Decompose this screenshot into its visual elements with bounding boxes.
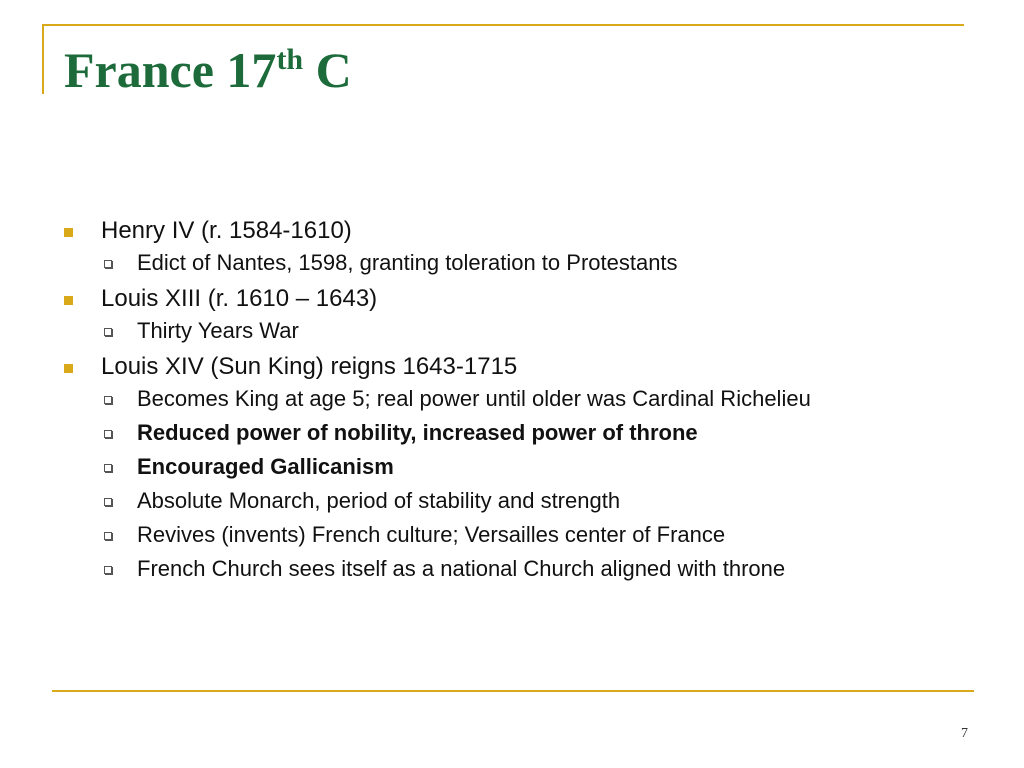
- bullet-text: Henry IV (r. 1584-1610): [101, 217, 352, 244]
- sub-bullet-item: [101, 318, 897, 343]
- top-frame-rule: [42, 24, 964, 26]
- sub-bullet-item: [101, 250, 897, 275]
- sub-bullet-item: [101, 386, 897, 411]
- sub-bullet-item: [101, 420, 897, 445]
- hollow-square-bullet-icon: [104, 328, 112, 336]
- hollow-square-bullet-icon: [104, 260, 112, 268]
- sub-bullet-item: [101, 454, 897, 479]
- bullet-item: [64, 216, 964, 246]
- sub-bullet-text: Edict of Nantes, 1598, granting toleration to Protestants: [137, 250, 678, 275]
- title-suffix: C: [303, 42, 352, 98]
- hollow-square-bullet-icon: [104, 464, 112, 472]
- sub-bullet-text: Reduced power of nobility, increased power of throne: [137, 420, 698, 445]
- hollow-square-bullet-icon: [104, 566, 112, 574]
- left-frame-rule: [42, 24, 44, 94]
- sub-bullet-item: [101, 488, 897, 513]
- hollow-square-bullet-icon: [104, 430, 112, 438]
- sub-bullet-text: Absolute Monarch, period of stability and strength: [137, 488, 621, 513]
- bullet-item: [64, 284, 964, 314]
- title-superscript: th: [276, 43, 304, 76]
- bottom-rule: [52, 690, 974, 692]
- sub-bullet-text: French Church sees itself as a national Church aligned with throne: [137, 556, 786, 581]
- hollow-square-bullet-icon: [104, 498, 112, 506]
- square-bullet-icon: [64, 296, 73, 305]
- sub-bullet-text: Thirty Years War: [137, 318, 299, 343]
- sub-bullet-text: Becomes King at age 5; real power until older was Cardinal Richelieu: [137, 386, 811, 411]
- bullet-text: Louis XIV (Sun King) reigns 1643-1715: [101, 353, 518, 380]
- bullet-item: [64, 352, 964, 382]
- sub-bullet-text: Revives (invents) French culture; Versailles center of France: [137, 522, 726, 547]
- square-bullet-icon: [64, 228, 73, 237]
- page-number: 7: [961, 726, 968, 741]
- bullet-list: [64, 216, 964, 590]
- title-main: France 17: [64, 42, 277, 98]
- slide-title: [64, 40, 352, 108]
- sub-bullet-item: [101, 556, 897, 581]
- hollow-square-bullet-icon: [104, 396, 112, 404]
- hollow-square-bullet-icon: [104, 532, 112, 540]
- sub-bullet-text: Encouraged Gallicanism: [137, 454, 394, 479]
- square-bullet-icon: [64, 364, 73, 373]
- bullet-text: Louis XIII (r. 1610 – 1643): [101, 285, 378, 312]
- sub-bullet-item: [101, 522, 897, 547]
